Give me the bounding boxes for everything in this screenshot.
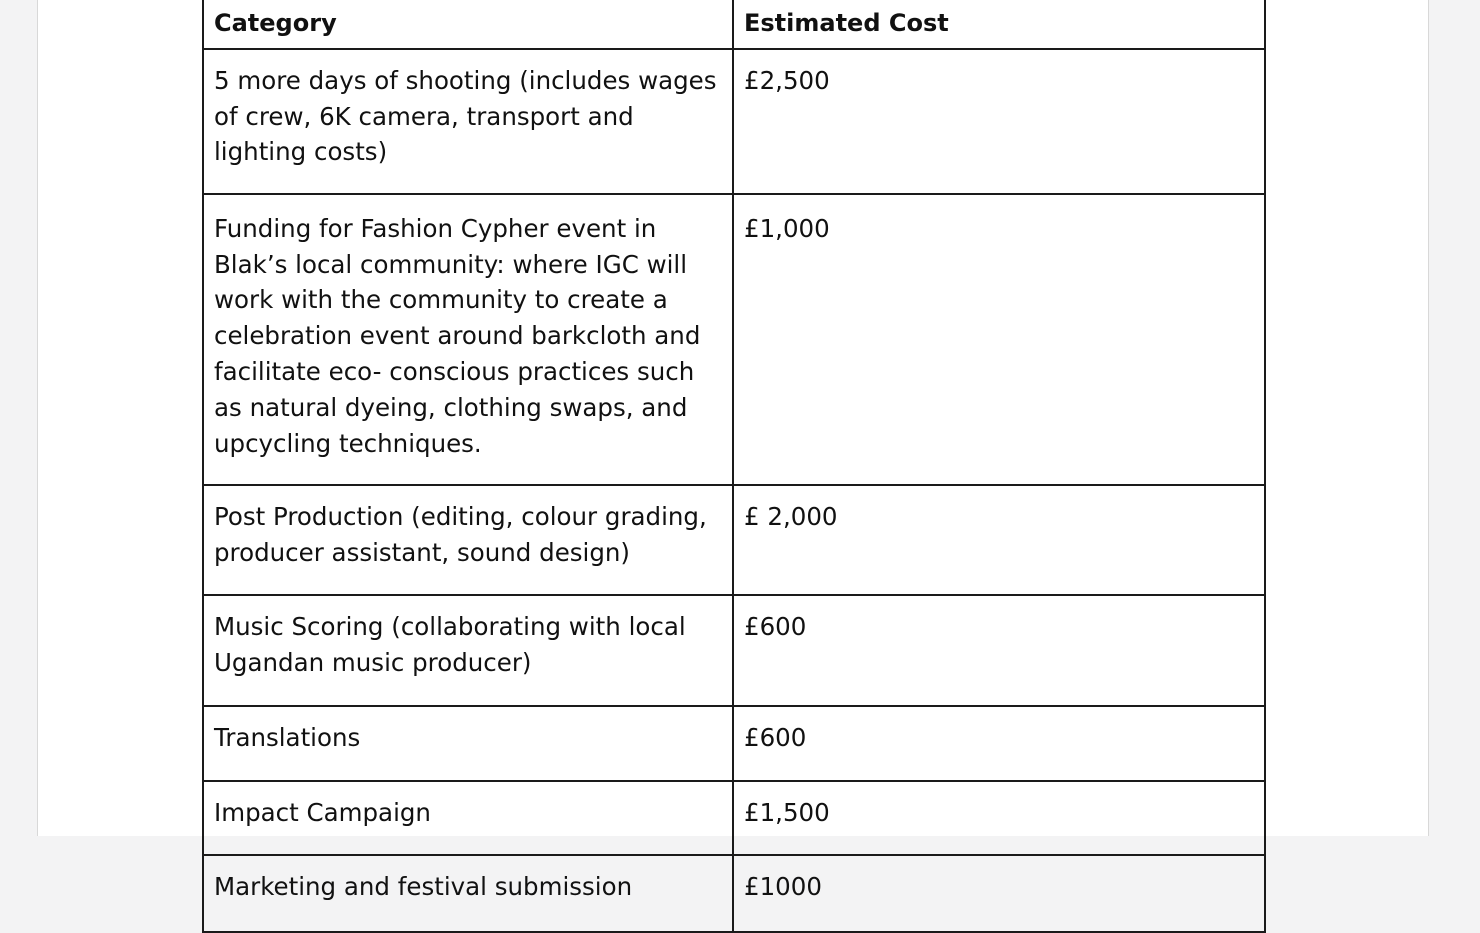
table-row xyxy=(203,485,1265,595)
table-row xyxy=(203,595,1265,706)
row-cost: £2,500 xyxy=(733,49,1265,194)
budget-table xyxy=(202,0,1266,933)
row-cost: £1,500 xyxy=(733,781,1265,855)
row-category: Music Scoring (collaborating with local Ugandan music producer) xyxy=(203,595,733,706)
document-page xyxy=(37,0,1429,901)
row-cost: £ 2,000 xyxy=(733,485,1265,595)
table-header-row xyxy=(203,0,1265,49)
row-cost: £1000 xyxy=(733,855,1265,932)
table-row xyxy=(203,706,1265,781)
table-row xyxy=(203,781,1265,855)
row-category: Marketing and festival submission xyxy=(203,855,733,932)
row-cost: £600 xyxy=(733,595,1265,706)
row-cost: £600 xyxy=(733,706,1265,781)
row-category: Translations xyxy=(203,706,733,781)
header-category: Category xyxy=(203,0,733,49)
row-category: Impact Campaign xyxy=(203,781,733,855)
row-category: Funding for Fashion Cypher event in Blak’s local community: where IGC will work with the community to create a celebration event around barkcloth and facilitate eco- conscious practices such as natural dyeing, clothing swaps, and upcycling techniques. xyxy=(203,194,733,485)
table-row xyxy=(203,194,1265,485)
row-category: 5 more days of shooting (includes wages of crew, 6K camera, transport and lighting costs) xyxy=(203,49,733,194)
header-estimated-cost: Estimated Cost xyxy=(733,0,1265,49)
table-row xyxy=(203,855,1265,932)
row-category: Post Production (editing, colour grading, producer assistant, sound design) xyxy=(203,485,733,595)
row-cost: £1,000 xyxy=(733,194,1265,485)
table-row xyxy=(203,49,1265,194)
